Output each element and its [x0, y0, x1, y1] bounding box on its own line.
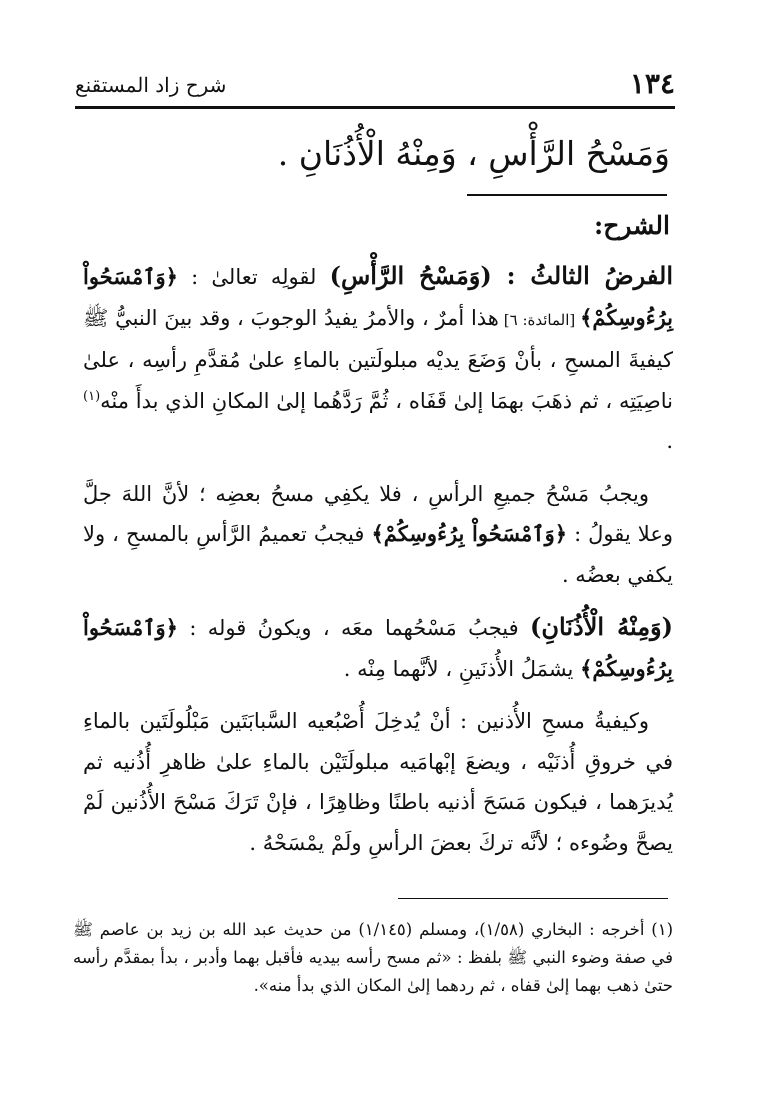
paragraph-text: وكيفيةُ مسحِ الأُذنين : أنْ يُدخِلَ أُصْبُعيه السَّبابَتَين مَبْلُولَتَين بالماءِ في خروقِ أُذنَيْه ، ويضعَ إبْهامَيه مبلولَتَيْن بالماءِ علىٰ ظاهرِ أُذُنيه ثم يُديرَهما ، فيكون مَسَحَ أذنيه باطنًا وظاهِرًا ، فإنْ تَرَكَ مَسْحَ الأُذُنين لَمْ يصحَّ وضُوءه ؛ لأنَّه تركَ بعضَ الرأسِ ولَمْ يمْسَحْهُ .	[83, 709, 673, 855]
paragraph	[83, 256, 673, 462]
matn-divider	[467, 194, 667, 196]
paragraph-text: يشمَلُ الأُذنَينِ ، لأنَّهما مِنْه .	[343, 656, 581, 681]
verse-reference: [المائدة: ٦]	[498, 310, 581, 329]
footnote-divider	[398, 898, 668, 899]
sharh-heading: الشرح:	[593, 211, 670, 240]
matn-text: وَمَسْحُ الرَّأْسِ ، وَمِنْهُ الْأُذُنَانِ .	[277, 134, 670, 173]
quran-verse: ﴿وَٱمْسَحُواْ بِرُءُوسِكُمْ﴾	[371, 521, 568, 546]
page-header	[75, 66, 675, 106]
paragraph-lead: (وَمِنْهُ الْأُذُنَانِ)	[530, 612, 673, 641]
paragraph-text: هذا أمرٌ ، والأمرُ يفيدُ الوجوبَ ، وقد بينَ النبيُّ ﷺ كيفيةَ المسحِ ، بأنْ وَضَعَ يديْه مبلولَتين بالماءِ علىٰ مُقدَّمِ رأسِه ، علىٰ ناصِيَتِه ، ثم ذهَبَ بهمَا إلىٰ قَفَاه ، ثُمَّ رَدَّهُما إلىٰ المكانِ الذي بدأَ منْه	[83, 305, 673, 413]
footnote: (١) أخرجه : البخاري (١/٥٨)، ومسلم (١/١٤٥) من حديث عبد الله بن زيد بن عاصم ﷺ في صفة وضوء النبي ﷺ بلفظ : «ثم مسح رأسه بيديه فأقبل بهما وأدبر ، بدأ بمقدَّم رأسه حتىٰ ذهب بهما إلىٰ قفاه ، ثم ردهما إلىٰ المكان الذي بدأ منه».	[73, 920, 673, 995]
footnote-marker[interactable]: (١)	[83, 388, 101, 404]
paragraph-text: لقولِه تعالىٰ :	[177, 265, 330, 289]
paragraph-lead: الفرضُ الثالثُ : (وَمَسْحُ الرَّأْسِ)	[329, 261, 673, 290]
commentary-body	[83, 256, 673, 875]
paragraph	[83, 474, 673, 596]
paragraph	[83, 607, 673, 689]
page-number: ١٣٤	[629, 67, 675, 100]
paragraph	[83, 701, 673, 863]
quran-verse: ﴿وَٱمْسَحُواْ بِرُءُوسِكُمْ﴾	[83, 615, 673, 681]
paragraph-end: .	[666, 429, 673, 453]
paragraph-text: ويجبُ مَسْحُ جميعِ الرأسِ ، فلا يكفِي مسحُ بعضِه ؛ لأنَّ اللهَ جلَّ وعلا يقولُ :	[83, 481, 673, 546]
running-title: شرح زاد المستقنع	[75, 73, 227, 97]
paragraph-text: فيجبُ تعميمُ الرَّأسِ بالمسحِ ، ولا يكفي بعضُه .	[83, 522, 673, 587]
paragraph-text: فيجبُ مَسْحُهما معَه ، ويكونُ قوله :	[177, 616, 531, 640]
quran-verse: ﴿وَٱمْسَحُواْ بِرُءُوسِكُمْ﴾	[83, 264, 673, 330]
header-rule	[75, 106, 675, 109]
